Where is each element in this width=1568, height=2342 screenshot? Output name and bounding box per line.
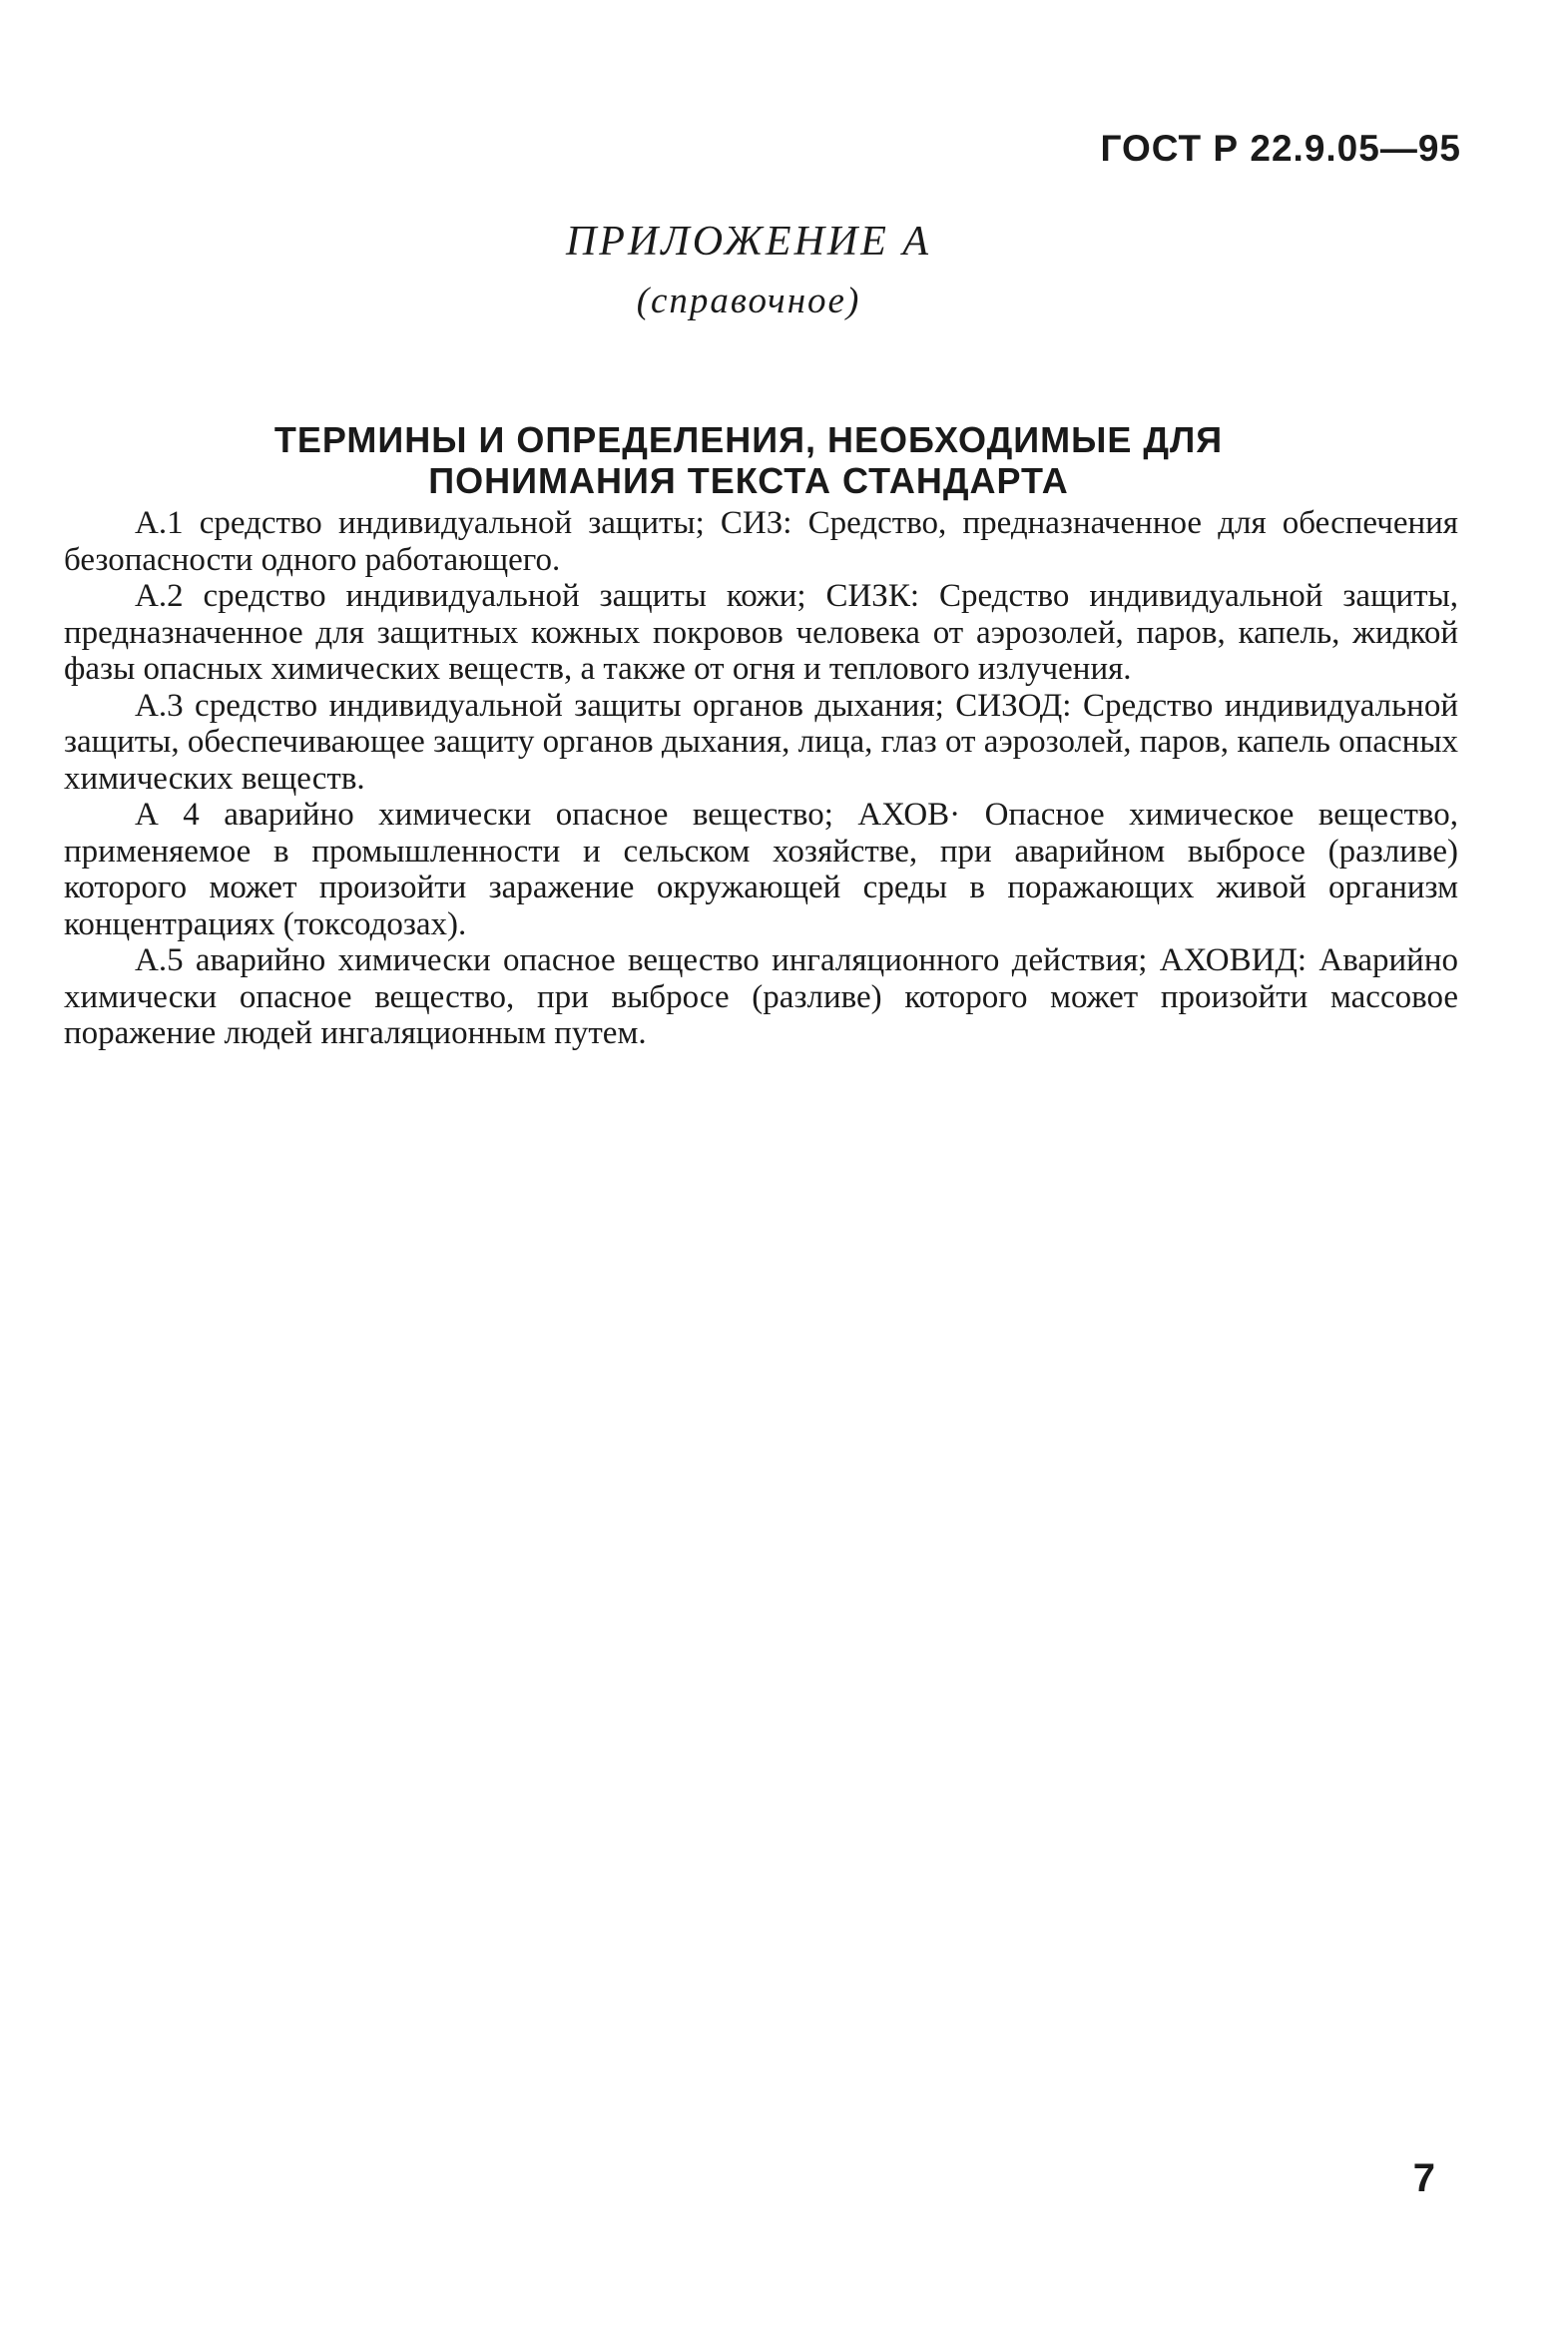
definition-a4: А 4 аварийно химически опасное вещество; АХОВ· Опасное химическое вещество, применяемое в промышленности и сельском хозяйстве, при аварийном выбросе (разливе) которого может произойти заражение окружающей среды в поражающих живой организм концентрациях (токсодозах). — [64, 797, 1458, 942]
appendix-note: (справочное) — [636, 281, 861, 321]
definition-a1: А.1 средство индивидуальной защиты; СИЗ: Средство, предназначенное для обеспечения безопасности одного работающего. — [64, 505, 1458, 578]
definition-a5: А.5 аварийно химически опасное вещество ингаляционного действия; АХОВИД: Аварийно химически опасное вещество, при выбросе (разливе) которого может произойти массовое поражение людей ингаляционным путем. — [64, 942, 1458, 1051]
definition-a3: А.3 средство индивидуальной защиты органов дыхания; СИЗОД: Средство индивидуальной защиты, обеспечивающее защиту органов дыхания, лица, глаз от аэрозолей, паров, капель опасных химических веществ. — [64, 687, 1458, 797]
standard-code: ГОСТ Р 22.9.05—95 — [1100, 128, 1461, 169]
appendix-title: ПРИЛОЖЕНИЕ А — [565, 219, 932, 265]
definition-a2: А.2 средство индивидуальной защиты кожи; СИЗК: Средство индивидуальной защиты, предназначенное для защитных кожных покровов человека от аэрозолей, паров, капель, жидкой фазы опасных химических веществ, а также от огня и теплового излучения. — [64, 578, 1458, 687]
page-number: 7 — [1412, 2156, 1435, 2200]
section-title-line-1: ТЕРМИНЫ И ОПРЕДЕЛЕНИЯ, НЕОБХОДИМЫЕ ДЛЯ — [273, 419, 1224, 460]
definitions-list — [64, 505, 1458, 1052]
section-title-line-2: ПОНИМАНИЯ ТЕКСТА СТАНДАРТА — [428, 460, 1069, 501]
section-title — [0, 419, 1497, 501]
